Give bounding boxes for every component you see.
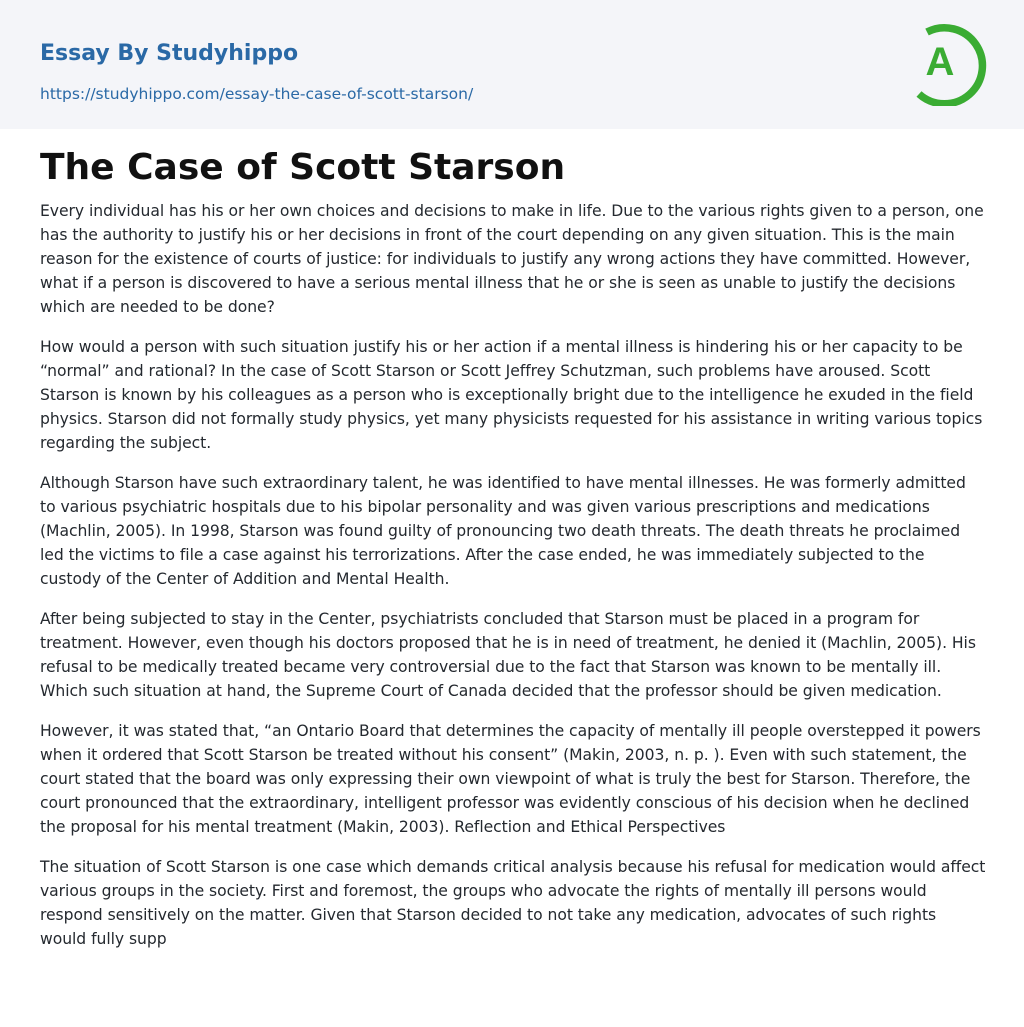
essay-paragraph: Every individual has his or her own choices and decisions to make in life. Due to the various rights given to a person, one has the authority to justify his or her decisions in front of the court depending on any given situation. This is the main reason for the existence of courts of justice: for individuals to justify any wrong actions they have committed. However, what if a person is discovered to have a serious mental illness that he or she is seen as unable to justify the decisions which are needed to be done? (40, 202, 984, 316)
site-title: Essay By Studyhippo (40, 41, 299, 66)
studyhippo-logo-icon (910, 18, 988, 106)
logo-letter: A (925, 40, 955, 84)
essay-paragraph: However, it was stated that, “an Ontario Board that determines the capacity of mentally ill people overstepped it powers when it ordered that Scott Starson be treated without his consent” (Makin, 2003, n. p. ). Even with such statement, the court stated that the board was only expressing their own viewpoint of what is truly the best for Starson. Therefore, the court pronounced that the extraordinary, intelligent professor was evidently conscious of his decision when he declined the proposal for his mental treatment (Makin, 2003). Reflection and Ethical Perspectives (40, 722, 981, 836)
essay-url-link[interactable]: https://studyhippo.com/essay-the-case-of-scott-starson/ (40, 85, 474, 103)
essay-paragraph: After being subjected to stay in the Center, psychiatrists concluded that Starson must be placed in a program for treatment. However, even though his doctors proposed that he is in need of treatment, he denied it (Machlin, 2005). His refusal to be medically treated became very controversial due to the fact that Starson was known to be mentally ill. Which such situation at hand, the Supreme Court of Canada decided that the professor should be given medication. (40, 610, 976, 700)
essay-paragraph: Although Starson have such extraordinary talent, he was identified to have mental illnesses. He was formerly admitted to various psychiatric hospitals due to his bipolar personality and was given various prescriptions and medications (Machlin, 2005). In 1998, Starson was found guilty of pronouncing two death threats. The death threats he proclaimed led the victims to file a case against his terrorizations. After the case ended, he was immediately subjected to the custody of the Center of Addition and Mental Health. (40, 474, 966, 588)
essay-paragraph: How would a person with such situation justify his or her action if a mental illness is hindering his or her capacity to be “normal” and rational? In the case of Scott Starson or Scott Jeffrey Schutzman, such problems have aroused. Scott Starson is known by his colleagues as a person who is exceptionally bright due to the intelligence he exuded in the field physics. Starson did not formally study physics, yet many physicists requested for his assistance in writing various topics regarding the subject. (40, 338, 983, 452)
essay-article (40, 146, 986, 967)
essay-paragraph: The situation of Scott Starson is one case which demands critical analysis because his refusal for medication would affect various groups in the society. First and foremost, the groups who advocate the rights of mentally ill persons would respond sensitively on the matter. Given that Starson decided to not take any medication, advocates of such rights would fully supp (40, 858, 986, 948)
site-header (0, 0, 1024, 129)
page-title: The Case of Scott Starson (40, 147, 566, 188)
